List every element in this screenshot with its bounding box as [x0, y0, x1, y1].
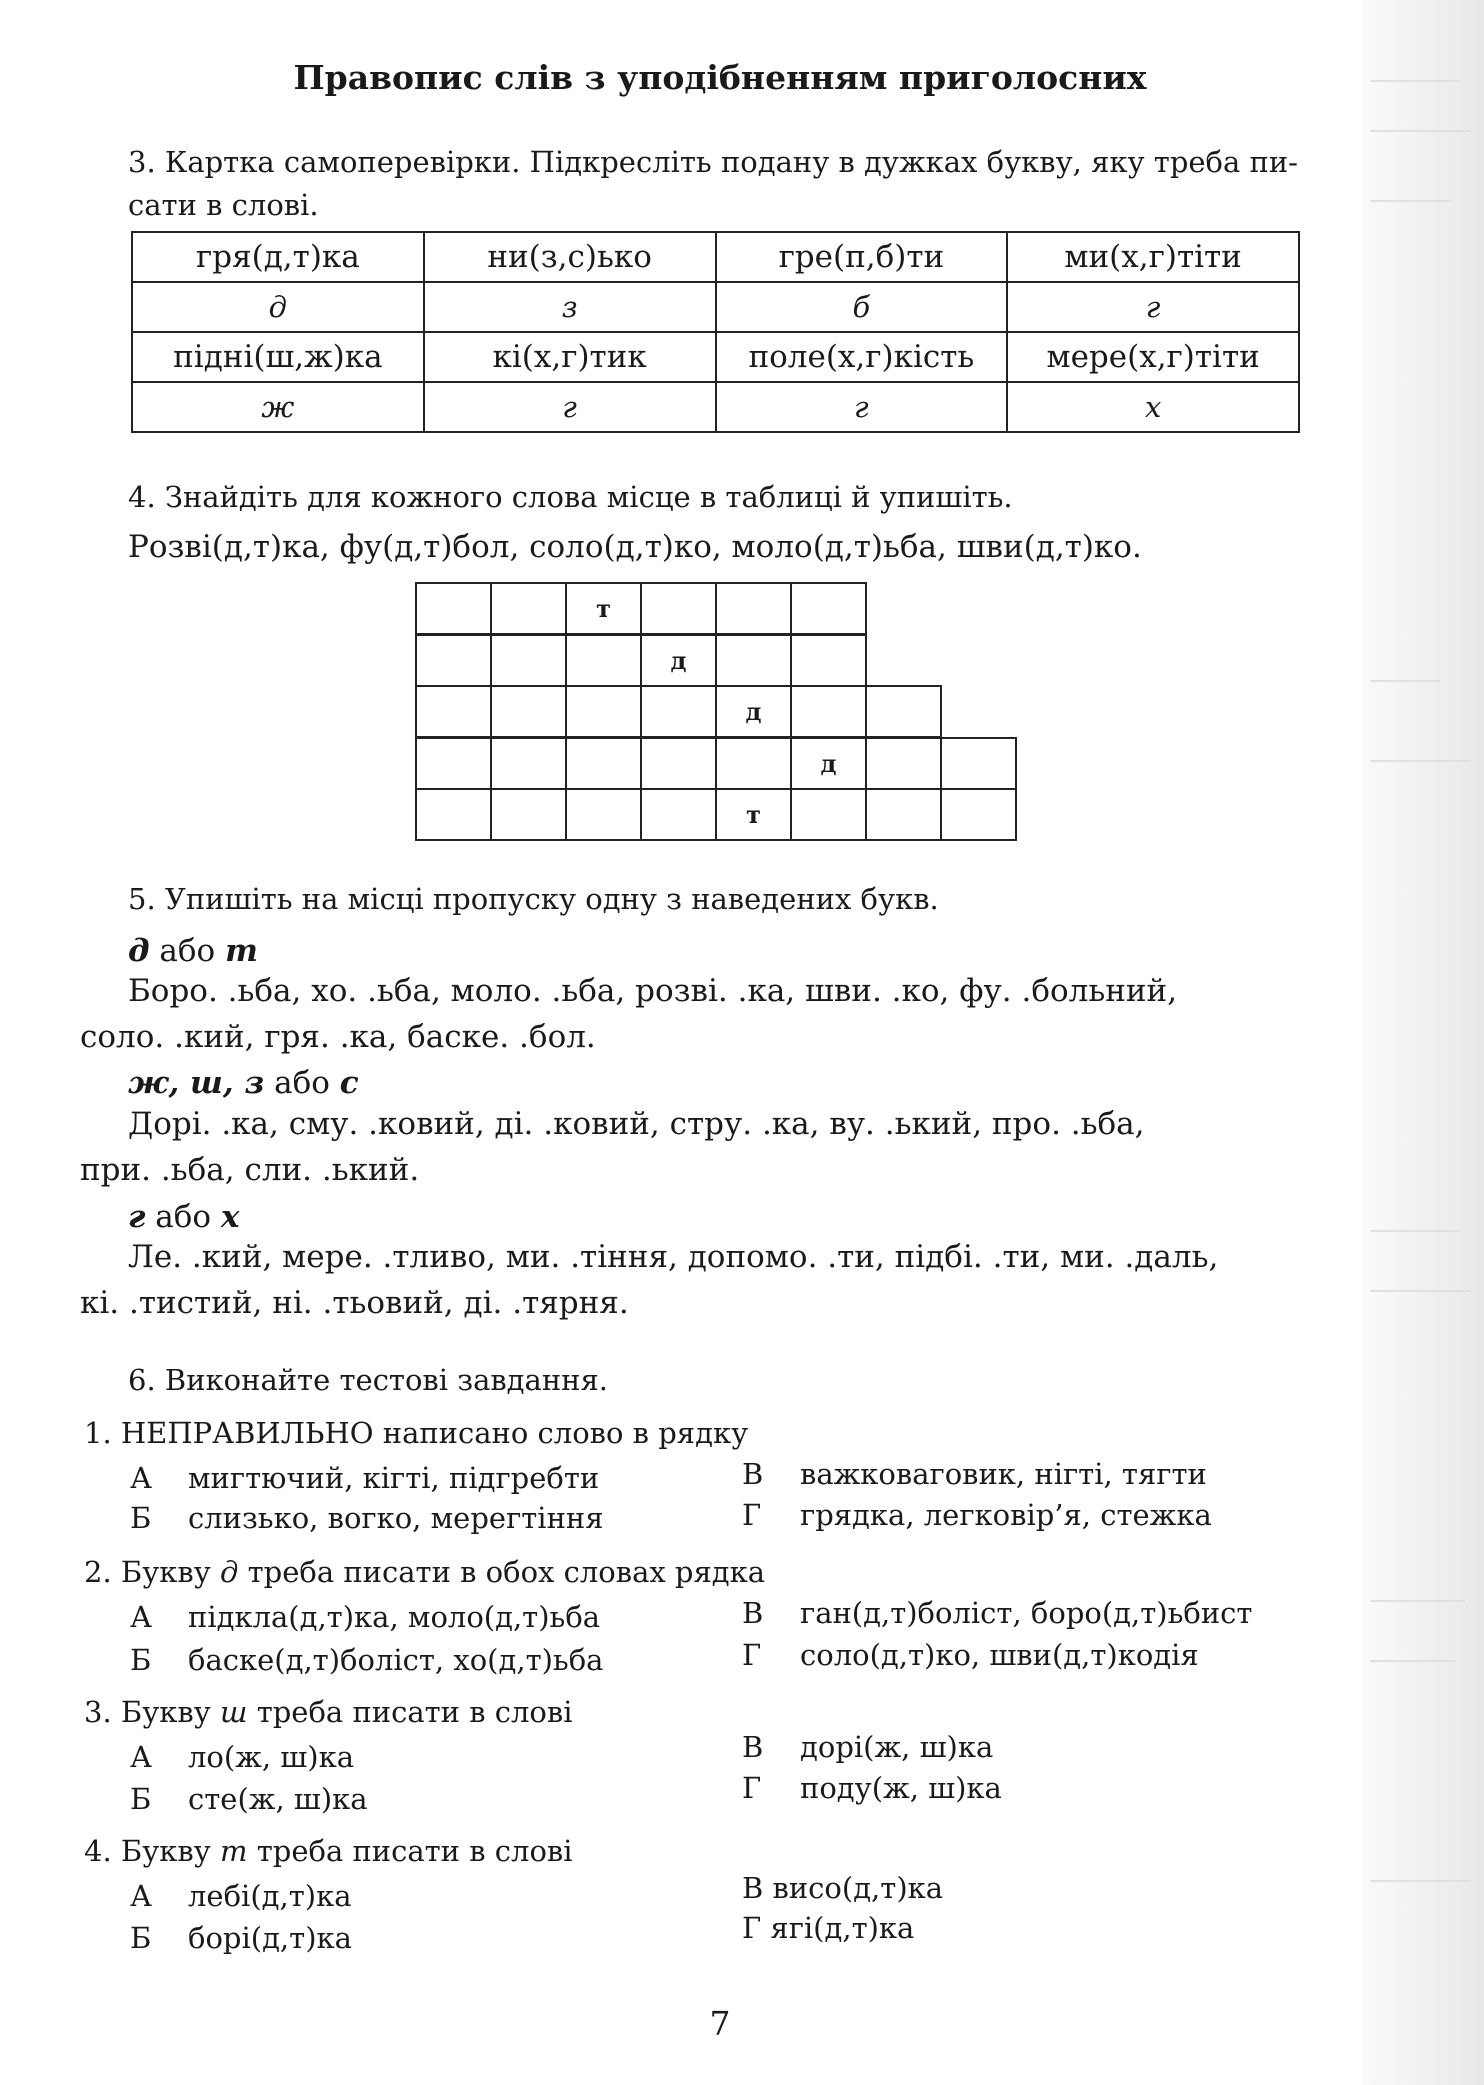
task5-group1-line2: соло. .кий, гря. .ка, баске. .бол. — [80, 1019, 596, 1055]
option-a: А ло(ж, ш)ка — [130, 1740, 354, 1774]
question-number: 1. — [84, 1416, 112, 1450]
crossword-cell[interactable] — [415, 634, 492, 687]
question-4: 4. Букву т треба писати в слові — [84, 1834, 573, 1868]
table-cell: ни(з,с)ько — [424, 232, 716, 282]
crossword-cell[interactable] — [865, 737, 942, 790]
task4-words: Розві(д,т)ка, фу(д,т)бол, соло(д,т)ко, моло(д,т)ьба, шви(д,т)ко. — [128, 529, 1142, 565]
crossword-cell[interactable] — [715, 634, 792, 687]
crossword-cell[interactable] — [490, 685, 567, 738]
crossword-cell[interactable]: д — [715, 685, 792, 738]
option-a: А лебі(д,т)ка — [130, 1879, 352, 1913]
task5-group3-line1: Ле. .кий, мере. .тливо, ми. .тіння, допомо. .ти, підбі. .ти, ми. .даль, — [128, 1239, 1219, 1275]
page-title: Правопис слів з уподібненням приголосних — [293, 58, 1147, 97]
task3-line1: 3. Картка самоперевірки. Підкресліть подану в дужках букву, яку треба пи- — [128, 145, 1298, 179]
question-number: 4. — [84, 1834, 112, 1868]
question-text: НЕПРАВИЛЬНО написано слово в рядку — [120, 1416, 749, 1450]
answer-cell: з — [424, 282, 716, 332]
crossword-cell[interactable]: д — [640, 634, 717, 687]
answer-cell: д — [132, 282, 424, 332]
option-b: Б сте(ж, ш)ка — [130, 1782, 368, 1816]
crossword-cell[interactable] — [490, 737, 567, 790]
task5-instruction: 5. Упишіть на місці пропуску одну з наведених букв. — [128, 882, 939, 916]
question-1 — [84, 1413, 748, 1453]
crossword-cell[interactable] — [415, 737, 492, 790]
letters-option: ж, ш, з — [128, 1065, 265, 1101]
crossword-cell[interactable] — [565, 685, 642, 738]
crossword-cell[interactable] — [640, 788, 717, 841]
crossword-cell[interactable] — [790, 788, 867, 841]
crossword-cell[interactable] — [565, 634, 642, 687]
answer-cell: г — [424, 382, 716, 432]
table-row — [132, 332, 1299, 382]
task3-instruction — [128, 141, 1358, 227]
letters-option: с — [339, 1065, 359, 1101]
self-check-card-table — [131, 231, 1300, 433]
task6-instruction: 6. Виконайте тестові завдання. — [128, 1363, 609, 1397]
letter-highlight: ш — [220, 1695, 248, 1729]
table-cell: гре(п,б)ти — [716, 232, 1008, 282]
option-b: Б слизько, вогко, мерегтіння — [130, 1501, 604, 1535]
option-b: Б борі(д,т)ка — [130, 1921, 352, 1955]
question-number: 3. — [84, 1695, 112, 1729]
crossword-cell[interactable] — [715, 737, 792, 790]
crossword-cell[interactable] — [790, 634, 867, 687]
crossword-cell[interactable] — [415, 685, 492, 738]
or-word: або — [264, 1065, 340, 1101]
crossword-cell[interactable] — [565, 788, 642, 841]
task5-group2-line1: Дорі. .ка, сму. .ковий, ді. .ковий, стру. .ка, ву. .ький, про. .ьба, — [128, 1106, 1145, 1142]
crossword-cell[interactable]: д — [790, 737, 867, 790]
option-g: Г соло(д,т)ко, шви(д,т)кодія — [742, 1638, 1199, 1672]
crossword-cell[interactable] — [940, 788, 1017, 841]
option-a: А мигтючий, кігті, підгребти — [130, 1461, 600, 1495]
table-row — [132, 232, 1299, 282]
crossword-cell[interactable] — [490, 634, 567, 687]
table-row — [132, 382, 1299, 432]
crossword-cell[interactable] — [790, 685, 867, 738]
task5-group2-heading — [128, 1060, 359, 1106]
option-v: В дорі(ж, ш)ка — [742, 1730, 994, 1764]
crossword-cell[interactable] — [490, 788, 567, 841]
question-3: 3. Букву ш треба писати в слові — [84, 1695, 573, 1729]
crossword-cell[interactable] — [790, 582, 867, 635]
crossword-cell[interactable] — [865, 685, 942, 738]
table-cell: ми(х,г)тіти — [1007, 232, 1299, 282]
option-g: Г грядка, легковір’я, стежка — [742, 1498, 1212, 1532]
task4-instruction: 4. Знайдіть для кожного слова місце в таблиці й упишіть. — [128, 480, 1013, 514]
crossword-cell[interactable]: т — [715, 788, 792, 841]
crossword-cell[interactable] — [415, 788, 492, 841]
letters-option: х — [220, 1199, 240, 1235]
option-g: Г поду(ж, ш)ка — [742, 1771, 1002, 1805]
crossword-cell[interactable] — [565, 737, 642, 790]
table-cell: мере(х,г)тіти — [1007, 332, 1299, 382]
or-word: або — [149, 933, 226, 969]
table-cell: гря(д,т)ка — [132, 232, 424, 282]
crossword-cell[interactable]: т — [565, 582, 642, 635]
answer-cell: ж — [132, 382, 424, 432]
answer-cell: х — [1007, 382, 1299, 432]
option-b: Б баске(д,т)боліст, хо(д,т)ьба — [130, 1643, 604, 1677]
task5-group1-line1: Боро. .ьба, хо. .ьба, моло. .ьба, розві. .ка, шви. .ко, фу. .больний, — [128, 973, 1178, 1009]
table-row — [132, 282, 1299, 332]
letter-highlight: т — [220, 1834, 248, 1868]
answer-cell: г — [1007, 282, 1299, 332]
task5-group2-line2: при. .ьба, сли. .ький. — [80, 1152, 420, 1188]
letters-option: т — [225, 933, 258, 969]
task5-group3-line2: кі. .тистий, ні. .тьовий, ді. .тярня. — [80, 1285, 629, 1321]
letter-highlight: д — [220, 1555, 239, 1589]
crossword-cell[interactable] — [415, 582, 492, 635]
option-g: Г ягі(д,т)ка — [742, 1911, 915, 1945]
letters-option: д — [128, 933, 150, 969]
crossword-cell[interactable] — [640, 685, 717, 738]
page-number: 7 — [709, 2004, 731, 2043]
letters-option: г — [128, 1199, 146, 1235]
answer-cell: г — [716, 382, 1008, 432]
crossword-cell[interactable] — [640, 582, 717, 635]
task3-line2: сати в слові. — [128, 188, 319, 222]
or-word: або — [145, 1199, 221, 1235]
option-v: В висо(д,т)ка — [742, 1871, 944, 1905]
answer-cell: б — [716, 282, 1008, 332]
option-v: В важковаговик, нігті, тягти — [742, 1457, 1207, 1491]
crossword-cell[interactable] — [490, 582, 567, 635]
question-number: 2. — [84, 1555, 112, 1589]
table-cell: кі(х,г)тик — [424, 332, 716, 382]
option-a: А підкла(д,т)ка, моло(д,т)ьба — [130, 1600, 601, 1634]
crossword-cell[interactable] — [865, 788, 942, 841]
table-cell: підні(ш,ж)ка — [132, 332, 424, 382]
crossword-cell[interactable] — [640, 737, 717, 790]
option-v: В ган(д,т)боліст, боро(д,т)ьбист — [742, 1596, 1253, 1630]
question-2: 2. Букву д треба писати в обох словах рядка — [84, 1555, 766, 1589]
table-cell: поле(х,г)кість — [716, 332, 1008, 382]
crossword-cell[interactable] — [715, 582, 792, 635]
page-edge-shadow — [1362, 0, 1484, 2085]
crossword-cell[interactable] — [940, 737, 1017, 790]
